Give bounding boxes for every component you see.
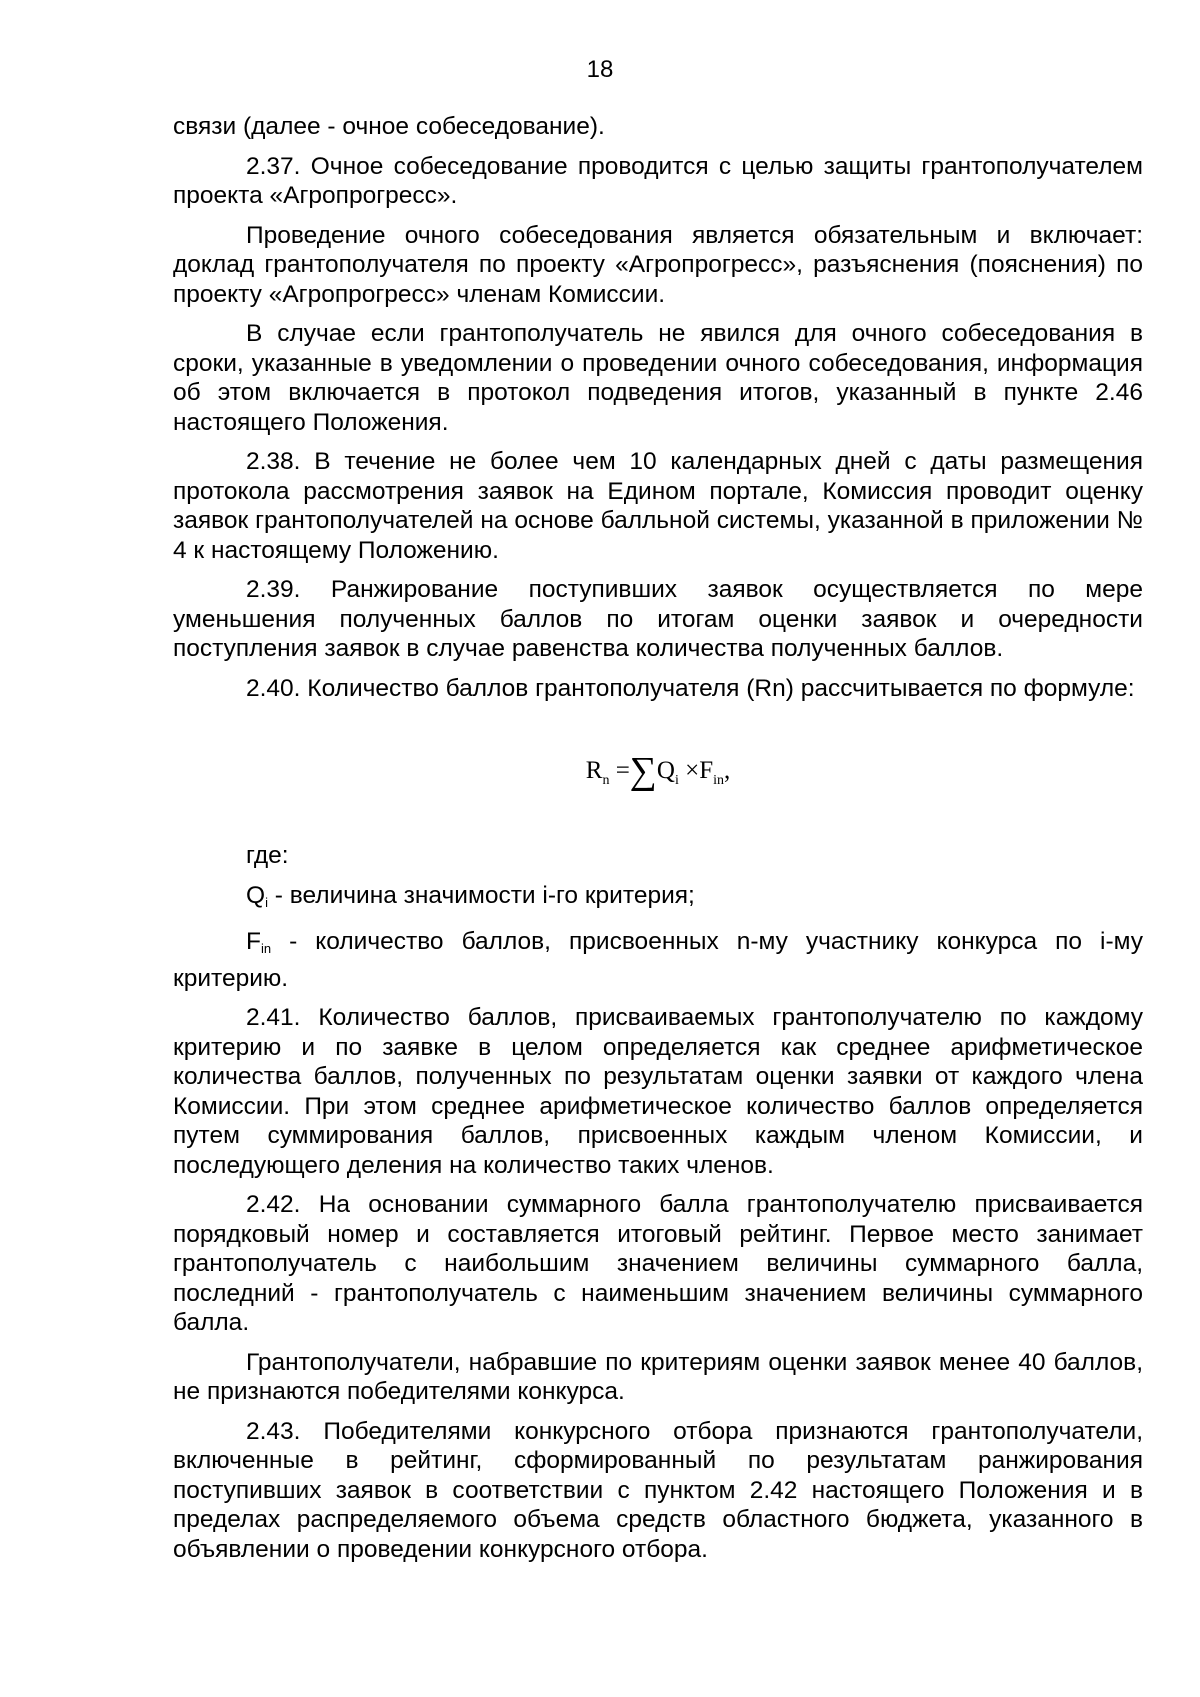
paragraph-2-38: 2.38. В течение не более чем 10 календарных дней с даты размещения протокола рассмотрения заявок на Едином портале, Комиссия проводит оценку заявок грантополучателей на основе балльной системы, указанной в приложении № 4 к настоящему Положению.	[173, 448, 1143, 564]
paragraph-2-43: 2.43. Победителями конкурсного отбора признаются грантополучатели, включенные в рейтинг, сформированный по результатам ранжирования поступивших заявок в соответствии с пунктом 2.42 настоящего Положения и в пределах распределяемого объема средств областного бюджета, указанного в объявлении о проведении конкурсного отбора.	[173, 1417, 1143, 1563]
formula-term-q: Q	[656, 757, 675, 784]
definition-q-text: - величина значимости i-го критерия;	[267, 881, 695, 909]
definition-f	[173, 927, 1143, 993]
paragraph-2-37: 2.37. Очное собеседование проводится с целью защиты грантополучателем проекта «Агропрогресс».	[173, 152, 1143, 209]
definition-q	[173, 881, 1143, 918]
paragraph-min-score: Грантополучатели, набравшие по критериям оценки заявок менее 40 баллов, не признаются победителями конкурса.	[173, 1348, 1143, 1405]
formula-term-q-subscript: i	[674, 773, 679, 788]
paragraph-2-39: 2.39. Ранжирование поступивших заявок осуществляется по мере уменьшения полученных баллов по итогам оценки заявок и очередности поступления заявок в случае равенства количества полученных баллов.	[173, 576, 1143, 662]
page-number: 18	[586, 56, 614, 83]
definition-q-symbol: Q	[246, 881, 266, 909]
formula-term-f-subscript: in	[713, 773, 724, 788]
paragraph-no-show: В случае если грантополучатель не явился для очного собеседования в сроки, указанные в уведомлении о проведении очного собеседования, информация об этом включается в протокол подведения итогов, указанный в пункте 2.46 настоящего Положения.	[173, 320, 1143, 436]
paragraph-2-41: 2.41. Количество баллов, присваиваемых грантополучателю по каждому критерию и по заявке в целом определяется как среднее арифметическое количества баллов, полученных по результатам оценки заявки от каждого члена Комиссии. При этом среднее арифметическое количество баллов определяется путем суммирования баллов, присвоенных каждым членом Комиссии, и последующего деления на количество таких членов.	[173, 1004, 1143, 1179]
formula-equals: =	[615, 757, 630, 784]
formula-term-f: F	[699, 757, 714, 784]
formula-sum-symbol: ∑	[629, 750, 657, 792]
score-formula	[173, 751, 1143, 801]
definition-q-subscript: i	[265, 894, 268, 910]
formula-lhs-subscript: n	[602, 773, 610, 788]
formula-times: ×	[685, 757, 700, 784]
paragraph-interview-content: Проведение очного собеседования является обязательным и включает: доклад грантополучателя по проекту «Агропрогресс», разъяснения (пояснения) по проекту «Агропрогресс» членам Комиссии.	[173, 221, 1143, 308]
definition-f-subscript: in	[260, 941, 272, 956]
paragraph-2-40: 2.40. Количество баллов грантополучателя (Rn) рассчитывается по формуле:	[246, 674, 1135, 702]
paragraph-continuation: связи (далее - очное собеседование).	[173, 113, 605, 140]
formula-lhs: R	[585, 757, 603, 784]
definition-f-symbol: F	[246, 928, 261, 955]
document-body	[173, 112, 1143, 1574]
formula-end: ,	[724, 757, 731, 784]
where-label: где:	[246, 842, 289, 869]
paragraph-2-42: 2.42. На основании суммарного балла грантополучателю присваивается порядковый номер и составляется итоговый рейтинг. Первое место занимает грантополучатель с наибольшим значением величины суммарного балла, последний - грантополучатель с наименьшим значением величины суммарного балла.	[173, 1191, 1143, 1336]
definition-f-text: - количество баллов, присвоенных n-му участнику конкурса по i-му критерию.	[173, 928, 1143, 992]
